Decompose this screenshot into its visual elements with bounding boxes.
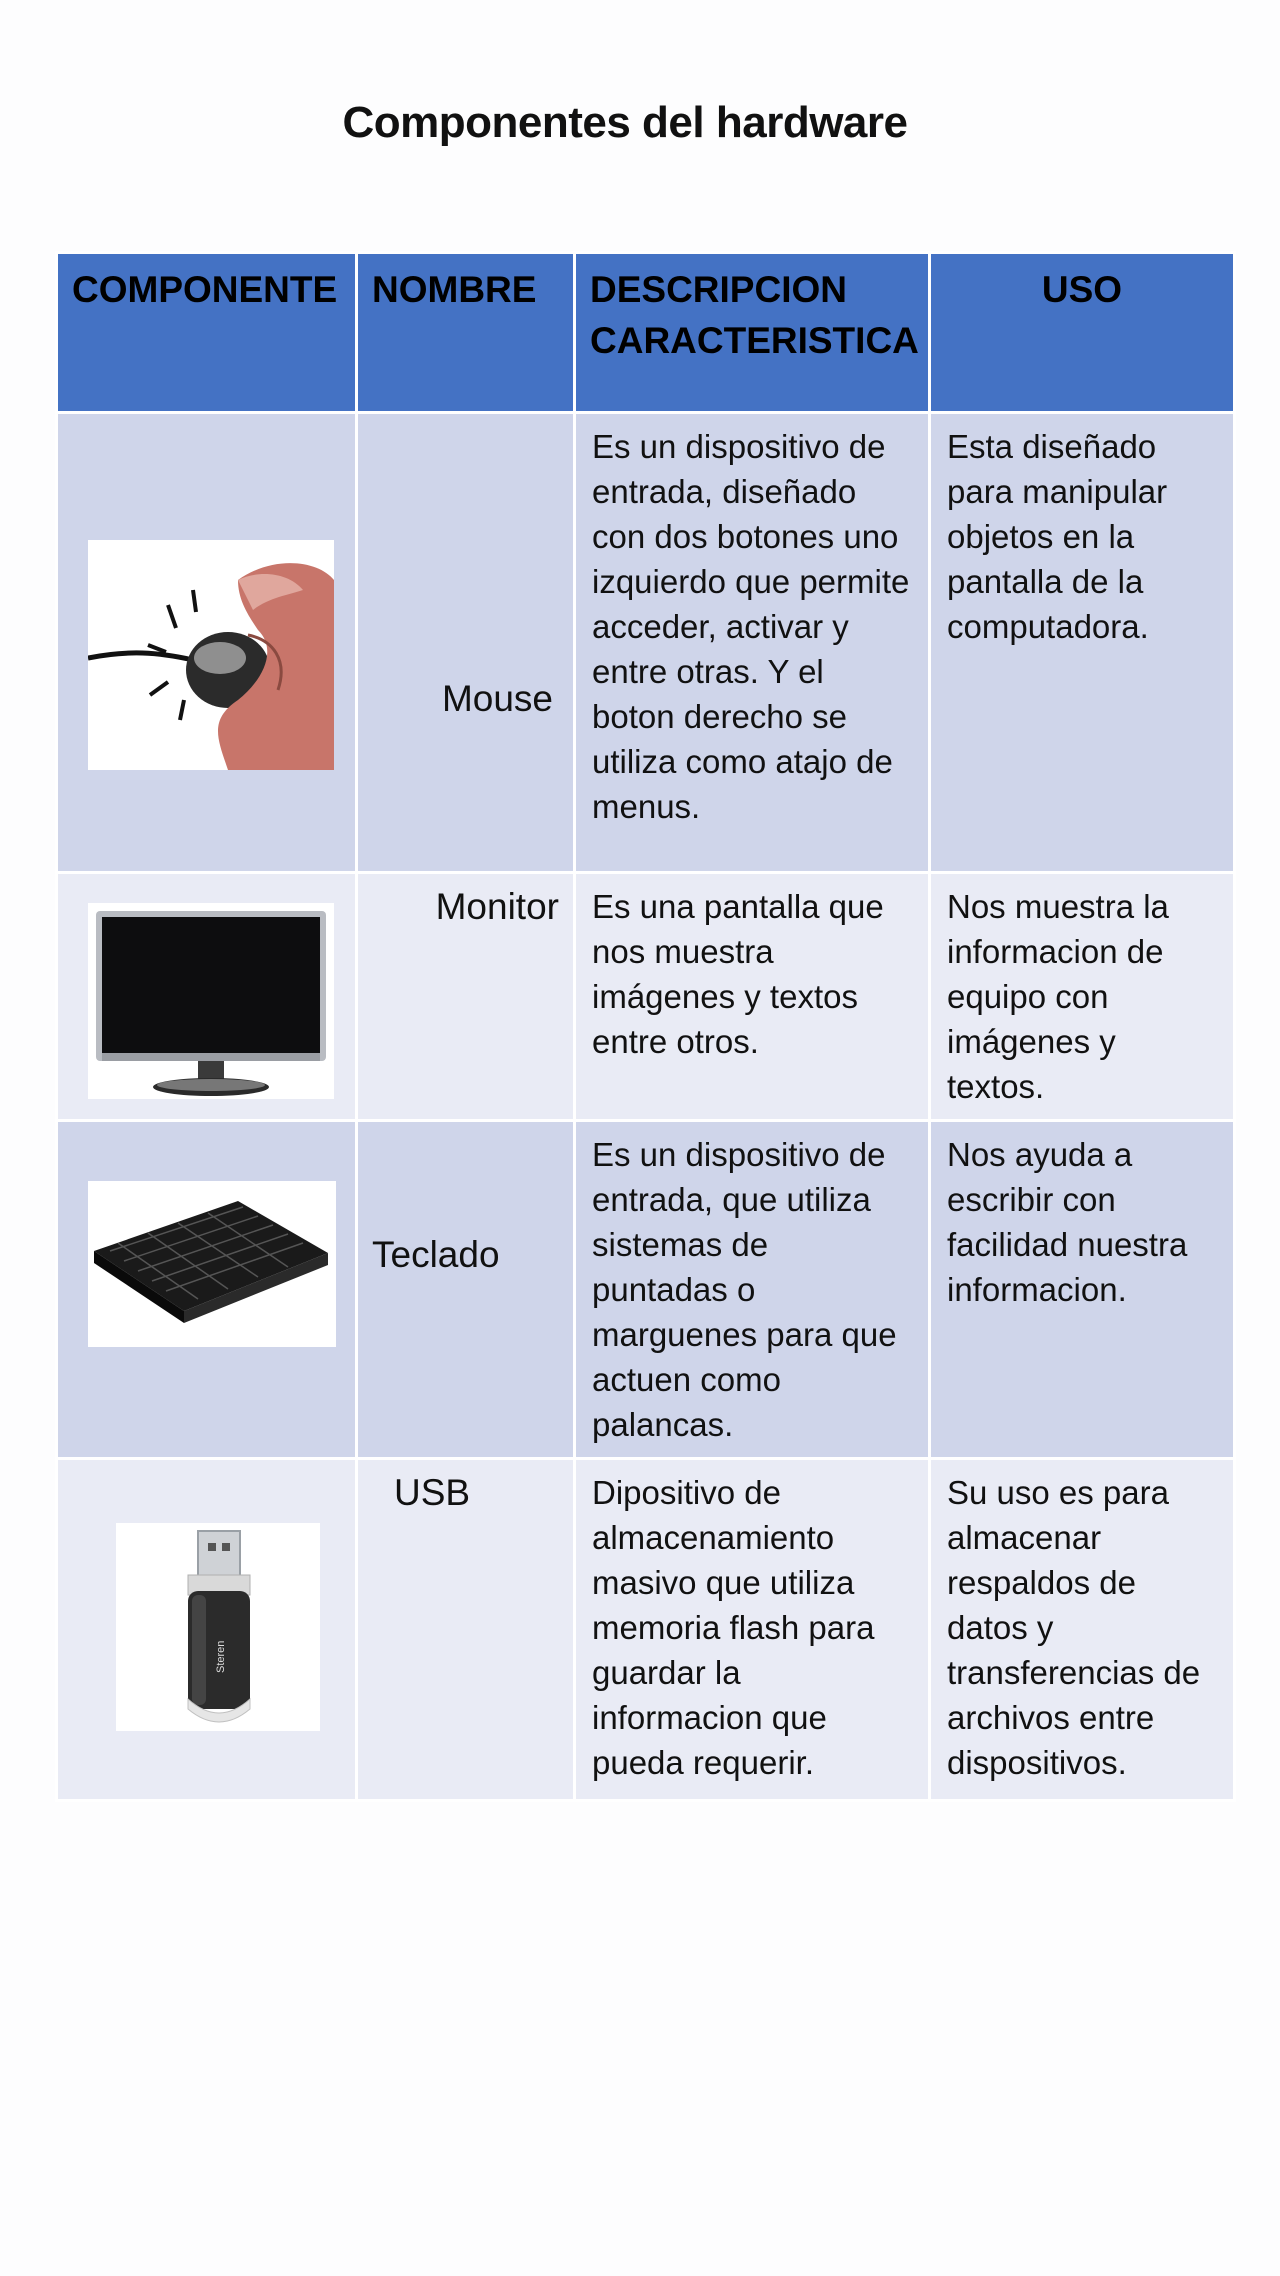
monitor-icon — [88, 903, 334, 1099]
table-header-row — [57, 253, 1235, 413]
component-description: Es un dispositivo de entrada, diseñado con dos botones uno izquierdo que permite acceder, activar y entre otras. Y el boton derecho se utiliza como atajo de menus. — [575, 413, 930, 873]
component-name-cell — [357, 1121, 575, 1459]
component-use: Nos ayuda a escribir con facilidad nuestra informacion. — [930, 1121, 1235, 1459]
component-description: Es un dispositivo de entrada, que utiliza sistemas de puntadas o marguenes para que actuen como palancas. — [575, 1121, 930, 1459]
component-name: Mouse — [441, 678, 553, 719]
hardware-components-table — [55, 251, 1236, 1802]
component-image-cell — [57, 873, 357, 1121]
header-description: DESCRIPCION CARACTERISTICA — [575, 253, 930, 413]
keyboard-icon — [88, 1181, 336, 1347]
component-name: Teclado — [372, 1234, 500, 1275]
component-image-cell — [57, 1459, 357, 1801]
header-name: NOMBRE — [357, 253, 575, 413]
brand-logo: Steren — [215, 1640, 227, 1673]
component-use: Nos muestra la informacion de equipo con imágenes y textos. — [930, 873, 1235, 1121]
component-name-cell — [357, 413, 575, 873]
table-row-usb — [57, 1459, 1235, 1801]
table-row-monitor — [57, 873, 1235, 1121]
component-use: Su uso es para almacenar respaldos de datos y transferencias de archivos entre dispositivos. — [930, 1459, 1235, 1801]
component-name-cell — [357, 1459, 575, 1801]
component-use: Esta diseñado para manipular objetos en la pantalla de la computadora. — [930, 413, 1235, 873]
component-description: Dipositivo de almacenamiento masivo que utiliza memoria flash para guardar la informacion que pueda requerir. — [575, 1459, 930, 1801]
component-image-cell — [57, 413, 357, 873]
component-name-cell — [357, 873, 575, 1121]
component-name: USB — [394, 1472, 471, 1513]
header-use: USO — [930, 253, 1235, 413]
component-name: Monitor — [435, 886, 559, 927]
mouse-icon — [88, 540, 334, 770]
component-description: Es una pantalla que nos muestra imágenes y textos entre otros. — [575, 873, 930, 1121]
usb-drive-icon — [116, 1523, 320, 1731]
table-row-keyboard — [57, 1121, 1235, 1459]
table-row-mouse — [57, 413, 1235, 873]
page-title: Componentes del hardware — [342, 98, 908, 147]
header-component: COMPONENTE — [57, 253, 357, 413]
component-image-cell — [57, 1121, 357, 1459]
